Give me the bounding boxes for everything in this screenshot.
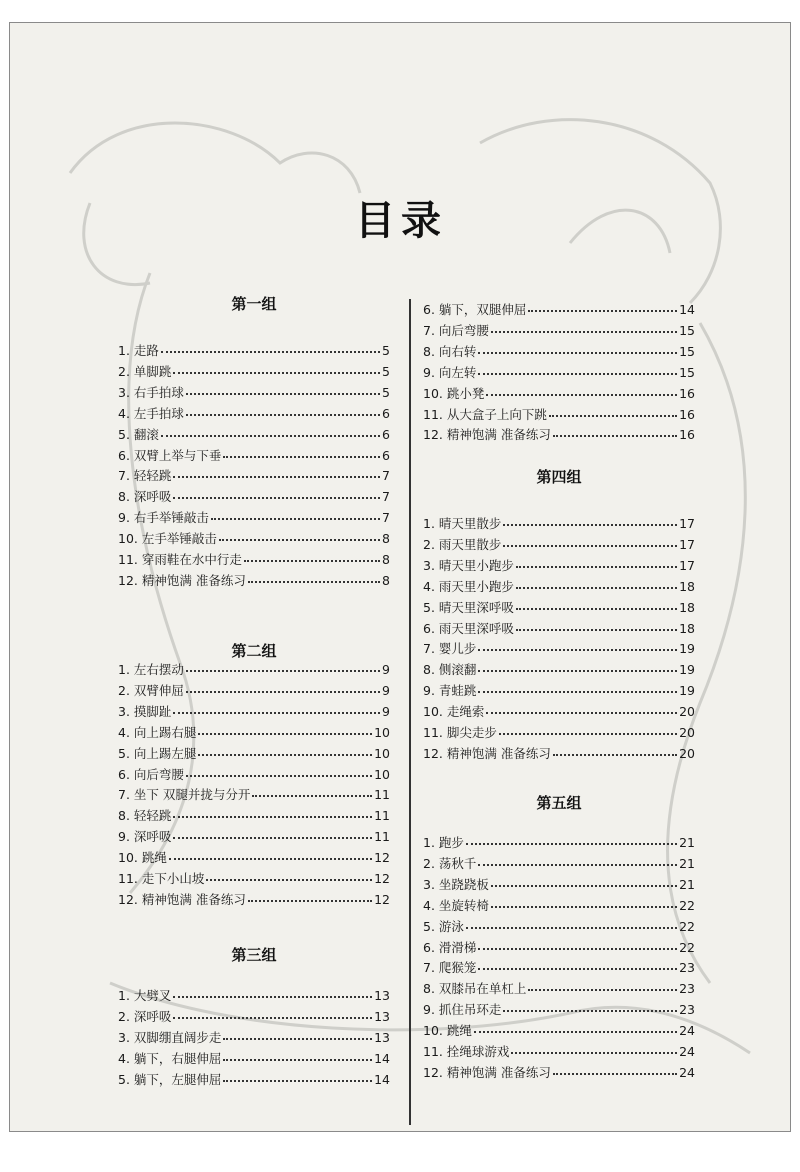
toc-entry <box>423 1042 695 1062</box>
toc-entry-label: 3. 晴天里小跑步 <box>423 557 514 573</box>
toc-entry <box>423 681 695 701</box>
dot-leader <box>503 533 677 547</box>
toc-entry-page-number: 24 <box>679 1044 695 1059</box>
dot-leader <box>478 852 677 866</box>
toc-entry <box>118 446 390 466</box>
dot-leader <box>478 340 677 354</box>
dot-leader <box>478 936 677 950</box>
toc-entry-page-number: 20 <box>679 704 695 720</box>
dot-leader <box>198 721 372 735</box>
toc-entry-page-number: 12 <box>374 850 390 866</box>
page-title: 目录 <box>355 197 447 244</box>
toc-entry <box>118 660 390 680</box>
toc-entry <box>423 598 695 618</box>
dot-leader <box>503 512 677 526</box>
dot-leader <box>478 637 677 651</box>
dot-leader <box>466 915 677 929</box>
toc-entry <box>118 1007 390 1027</box>
toc-entry <box>423 723 695 743</box>
toc-entry-label: 7. 轻轻跳 <box>118 468 172 484</box>
dot-leader <box>211 506 380 520</box>
toc-entry-page-number: 9 <box>382 662 390 677</box>
dot-leader <box>478 361 677 375</box>
toc-entry-page-number: 7 <box>382 468 390 484</box>
toc-entry <box>118 571 390 591</box>
toc-entry <box>423 660 695 680</box>
toc-entry-page-number: 5 <box>382 363 390 379</box>
toc-entry-label: 3. 坐跷跷板 <box>423 876 489 892</box>
dot-leader <box>528 298 677 312</box>
dot-leader <box>219 527 380 541</box>
toc-entry-label: 4. 左手拍球 <box>118 405 184 421</box>
dot-leader <box>173 700 380 714</box>
toc-entry-label: 6. 雨天里深呼吸 <box>423 620 514 636</box>
toc-entry-label: 8. 深呼吸 <box>118 489 172 505</box>
dot-leader <box>553 742 677 756</box>
toc-entry <box>423 639 695 659</box>
toc-entry-label: 5. 晴天里深呼吸 <box>423 599 514 615</box>
toc-entry-label: 11. 从大盒子上向下跳 <box>423 406 547 422</box>
toc-entry-label: 10. 左手举锤敲击 <box>118 531 217 547</box>
toc-entry-page-number: 11 <box>374 787 390 803</box>
toc-entry <box>423 1000 695 1020</box>
column-divider <box>409 299 411 1125</box>
toc-entry-label: 2. 深呼吸 <box>118 1008 172 1024</box>
dot-leader <box>244 548 380 562</box>
toc-entry-page-number: 8 <box>382 531 390 547</box>
toc-entry-page-number: 6 <box>382 405 390 421</box>
toc-entry-page-number: 9 <box>382 703 390 719</box>
toc-entry-page-number: 10 <box>374 724 390 740</box>
toc-entry <box>423 938 695 958</box>
dot-leader <box>186 763 372 777</box>
toc-entry-label: 1. 走路 <box>118 343 159 358</box>
toc-entry-page-number: 5 <box>382 343 390 358</box>
toc-entry-label: 9. 向左转 <box>423 364 477 380</box>
toc-entry <box>118 986 390 1006</box>
toc-entry-page-number: 8 <box>382 572 390 588</box>
toc-entry <box>423 300 695 320</box>
dot-leader <box>198 742 372 756</box>
toc-entry-label: 4. 向上踢右腿 <box>118 724 197 740</box>
toc-entry <box>423 384 695 404</box>
dot-leader <box>503 998 677 1012</box>
dot-leader <box>486 700 677 714</box>
toc-entry-label: 6. 双臂上举与下垂 <box>118 447 222 463</box>
toc-entry <box>118 765 390 785</box>
toc-entry <box>423 619 695 639</box>
toc-entry-label: 9. 青蛙跳 <box>423 683 477 699</box>
toc-entry-label: 10. 走绳索 <box>423 704 485 720</box>
dot-leader <box>478 679 677 693</box>
toc-entry <box>423 577 695 597</box>
toc-entry <box>423 363 695 383</box>
toc-entry-page-number: 19 <box>679 641 695 657</box>
dot-leader <box>186 658 380 672</box>
toc-entry-page-number: 7 <box>382 489 390 505</box>
toc-entry-page-number: 18 <box>679 599 695 615</box>
toc-entry-page-number: 16 <box>679 427 695 443</box>
dot-leader <box>252 783 372 797</box>
toc-entry-page-number: 6 <box>382 447 390 463</box>
toc-entry <box>423 1063 695 1083</box>
toc-entry-label: 7. 爬猴笼 <box>423 960 477 976</box>
dot-leader <box>466 831 677 845</box>
toc-entry <box>118 362 390 382</box>
toc-entry-label: 2. 单脚跳 <box>118 363 172 379</box>
toc-entry-label: 2. 双臂伸屈 <box>118 682 184 698</box>
toc-entry-page-number: 23 <box>679 981 695 997</box>
toc-entry-label: 1. 大劈叉 <box>118 988 172 1003</box>
dot-leader <box>223 1068 372 1082</box>
dot-leader <box>491 873 677 887</box>
toc-entry-page-number: 13 <box>374 1029 390 1045</box>
toc-entry <box>118 550 390 570</box>
toc-entry-page-number: 24 <box>679 1064 695 1080</box>
toc-entry <box>423 896 695 916</box>
toc-entry-page-number: 10 <box>374 745 390 761</box>
toc-entry <box>423 405 695 425</box>
dot-leader <box>491 894 677 908</box>
toc-entry-page-number: 17 <box>679 557 695 573</box>
toc-entry <box>118 1049 390 1069</box>
dot-leader <box>169 846 372 860</box>
toc-entry-label: 9. 右手举锤敲击 <box>118 510 209 526</box>
toc-entry-page-number: 20 <box>679 725 695 740</box>
toc-entry <box>423 1021 695 1041</box>
toc-entry-label: 5. 翻滚 <box>118 426 159 442</box>
toc-entry <box>118 827 390 847</box>
toc-entry <box>423 744 695 764</box>
dot-leader <box>173 1005 372 1019</box>
toc-entry-page-number: 18 <box>679 578 695 594</box>
toc-entry-page-number: 22 <box>679 918 695 934</box>
toc-entry-label: 8. 轻轻跳 <box>118 808 172 824</box>
dot-leader <box>173 464 380 478</box>
toc-entry-label: 6. 向后弯腰 <box>118 766 184 782</box>
toc-entry-page-number: 21 <box>679 876 695 892</box>
toc-entry-label: 5. 躺下，左腿伸屈 <box>118 1071 222 1087</box>
group-title: 第四组 <box>536 468 582 486</box>
toc-entry-page-number: 16 <box>679 385 695 401</box>
toc-entry-label: 3. 右手拍球 <box>118 384 184 400</box>
toc-entry-label: 4. 坐旋转椅 <box>423 897 489 913</box>
toc-entry <box>118 1028 390 1048</box>
toc-entry-label: 8. 双膝吊在单杠上 <box>423 981 527 997</box>
toc-entry <box>118 341 390 361</box>
toc-entry-page-number: 20 <box>679 745 695 761</box>
toc-entry-label: 4. 躺下，右腿伸屈 <box>118 1050 222 1066</box>
toc-entry-label: 10. 跳小凳 <box>423 385 485 401</box>
toc-entry-page-number: 15 <box>679 343 695 359</box>
toc-entry <box>118 723 390 743</box>
group-title: 第三组 <box>231 946 277 964</box>
dot-leader <box>549 403 677 417</box>
toc-entry-label: 10. 跳绳 <box>118 850 167 866</box>
toc-entry-page-number: 11 <box>374 829 390 845</box>
toc-entry-label: 5. 游泳 <box>423 918 464 934</box>
dot-leader <box>161 339 380 353</box>
toc-entry-label: 11. 拴绳球游戏 <box>423 1044 510 1059</box>
dot-leader <box>478 658 677 672</box>
toc-entry-label: 9. 抓住吊环走 <box>423 1002 502 1018</box>
toc-entry-label: 2. 雨天里散步 <box>423 536 502 552</box>
toc-entry-page-number: 8 <box>382 552 390 567</box>
toc-entry-page-number: 5 <box>382 384 390 400</box>
toc-entry-label: 6. 滑滑梯 <box>423 939 477 955</box>
toc-entry-label: 1. 跑步 <box>423 835 464 850</box>
toc-entry-label: 12. 精神饱满 准备练习 <box>423 1064 551 1080</box>
toc-entry <box>118 466 390 486</box>
toc-entry-label: 7. 婴儿步 <box>423 641 477 657</box>
dot-leader <box>223 444 380 458</box>
toc-entry-label: 8. 侧滚翻 <box>423 662 477 678</box>
toc-entry-label: 11. 穿雨鞋在水中行走 <box>118 552 242 567</box>
toc-entry-page-number: 21 <box>679 835 695 850</box>
toc-entry-label: 10. 跳绳 <box>423 1023 472 1039</box>
toc-entry-page-number: 13 <box>374 1008 390 1024</box>
toc-entry <box>423 342 695 362</box>
toc-entry-label: 6. 躺下，双腿伸屈 <box>423 302 527 317</box>
toc-entry-label: 3. 双脚绷直阔步走 <box>118 1029 222 1045</box>
toc-entry-label: 7. 坐下 双腿并拢与分开 <box>118 787 251 803</box>
group-title: 第二组 <box>231 642 277 660</box>
toc-entry-label: 4. 雨天里小跑步 <box>423 578 514 594</box>
toc-entry <box>118 425 390 445</box>
toc-entry <box>118 890 390 910</box>
toc-entry <box>118 702 390 722</box>
toc-entry-label: 12. 精神饱满 准备练习 <box>118 572 246 588</box>
toc-entry-page-number: 23 <box>679 1002 695 1018</box>
toc-entry-page-number: 10 <box>374 766 390 782</box>
toc-entry <box>423 535 695 555</box>
toc-entry-page-number: 7 <box>382 510 390 526</box>
dot-leader <box>528 977 677 991</box>
toc-entry-page-number: 23 <box>679 960 695 976</box>
toc-entry <box>118 848 390 868</box>
toc-entry <box>423 321 695 341</box>
dot-leader <box>173 984 372 998</box>
toc-entry <box>118 744 390 764</box>
toc-entry-page-number: 14 <box>374 1071 390 1087</box>
toc-entry <box>423 917 695 937</box>
toc-entry <box>423 556 695 576</box>
toc-entry <box>423 979 695 999</box>
dot-leader <box>553 423 677 437</box>
toc-entry <box>118 806 390 826</box>
dot-leader <box>248 888 372 902</box>
toc-entry <box>423 514 695 534</box>
toc-entry-page-number: 9 <box>382 682 390 698</box>
toc-entry-label: 7. 向后弯腰 <box>423 322 489 338</box>
toc-entry <box>118 508 390 528</box>
toc-entry <box>118 1070 390 1090</box>
dot-leader <box>223 1047 372 1061</box>
toc-entry <box>118 785 390 805</box>
toc-entry-label: 9. 深呼吸 <box>118 829 172 845</box>
toc-entry-label: 11. 走下小山坡 <box>118 871 205 886</box>
toc-entry <box>423 854 695 874</box>
toc-entry <box>118 487 390 507</box>
toc-entry-page-number: 18 <box>679 620 695 636</box>
dot-leader <box>186 381 380 395</box>
toc-entry-page-number: 11 <box>374 808 390 824</box>
toc-entry-label: 5. 向上踢左腿 <box>118 745 197 761</box>
dot-leader <box>173 360 380 374</box>
toc-entry-page-number: 14 <box>374 1050 390 1066</box>
dot-leader <box>553 1061 677 1075</box>
dot-leader <box>474 1019 677 1033</box>
toc-entry-page-number: 14 <box>679 302 695 317</box>
dot-leader <box>499 721 677 735</box>
dot-leader <box>516 617 677 631</box>
dot-leader <box>173 485 380 499</box>
dot-leader <box>511 1040 677 1054</box>
toc-entry <box>423 425 695 445</box>
toc-entry <box>423 958 695 978</box>
toc-entry-label: 11. 脚尖走步 <box>423 725 497 740</box>
dot-leader <box>516 575 677 589</box>
toc-entry-label: 3. 摸脚趾 <box>118 703 172 719</box>
group-title: 第五组 <box>536 794 582 812</box>
dot-leader <box>516 596 677 610</box>
toc-entry-page-number: 19 <box>679 683 695 699</box>
dot-leader <box>223 1026 372 1040</box>
toc-entry-label: 12. 精神饱满 准备练习 <box>423 745 551 761</box>
toc-entry <box>423 833 695 853</box>
toc-entry-label: 12. 精神饱满 准备练习 <box>423 427 551 443</box>
toc-entry <box>423 875 695 895</box>
toc-entry-page-number: 6 <box>382 426 390 442</box>
dot-leader <box>186 679 380 693</box>
toc-entry-label: 2. 荡秋千 <box>423 855 477 871</box>
toc-entry-page-number: 12 <box>374 891 390 907</box>
toc-entry <box>118 383 390 403</box>
toc-page <box>9 22 791 1132</box>
dot-leader <box>206 867 372 881</box>
toc-entry <box>118 869 390 889</box>
toc-entry <box>118 404 390 424</box>
toc-entry-page-number: 13 <box>374 988 390 1003</box>
toc-entry-page-number: 21 <box>679 855 695 871</box>
dot-leader <box>486 382 677 396</box>
dot-leader <box>173 804 372 818</box>
toc-entry-page-number: 15 <box>679 322 695 338</box>
dot-leader <box>478 956 677 970</box>
dot-leader <box>161 423 380 437</box>
dot-leader <box>173 825 372 839</box>
toc-entry <box>118 529 390 549</box>
dot-leader <box>186 402 380 416</box>
dot-leader <box>516 554 677 568</box>
toc-entry-label: 12. 精神饱满 准备练习 <box>118 891 246 907</box>
toc-entry <box>118 681 390 701</box>
toc-entry-page-number: 24 <box>679 1023 695 1039</box>
toc-entry-page-number: 12 <box>374 871 390 886</box>
toc-entry-label: 1. 晴天里散步 <box>423 516 502 531</box>
toc-entry-page-number: 17 <box>679 536 695 552</box>
toc-entry-page-number: 22 <box>679 897 695 913</box>
toc-entry-label: 1. 左右摆动 <box>118 662 184 677</box>
toc-entry-label: 8. 向右转 <box>423 343 477 359</box>
toc-entry-page-number: 19 <box>679 662 695 678</box>
dot-leader <box>248 569 380 583</box>
toc-entry-page-number: 16 <box>679 406 695 422</box>
toc-entry-page-number: 17 <box>679 516 695 531</box>
toc-entry-page-number: 22 <box>679 939 695 955</box>
group-title: 第一组 <box>231 295 277 313</box>
dot-leader <box>491 319 677 333</box>
toc-entry-page-number: 15 <box>679 364 695 380</box>
toc-entry <box>423 702 695 722</box>
